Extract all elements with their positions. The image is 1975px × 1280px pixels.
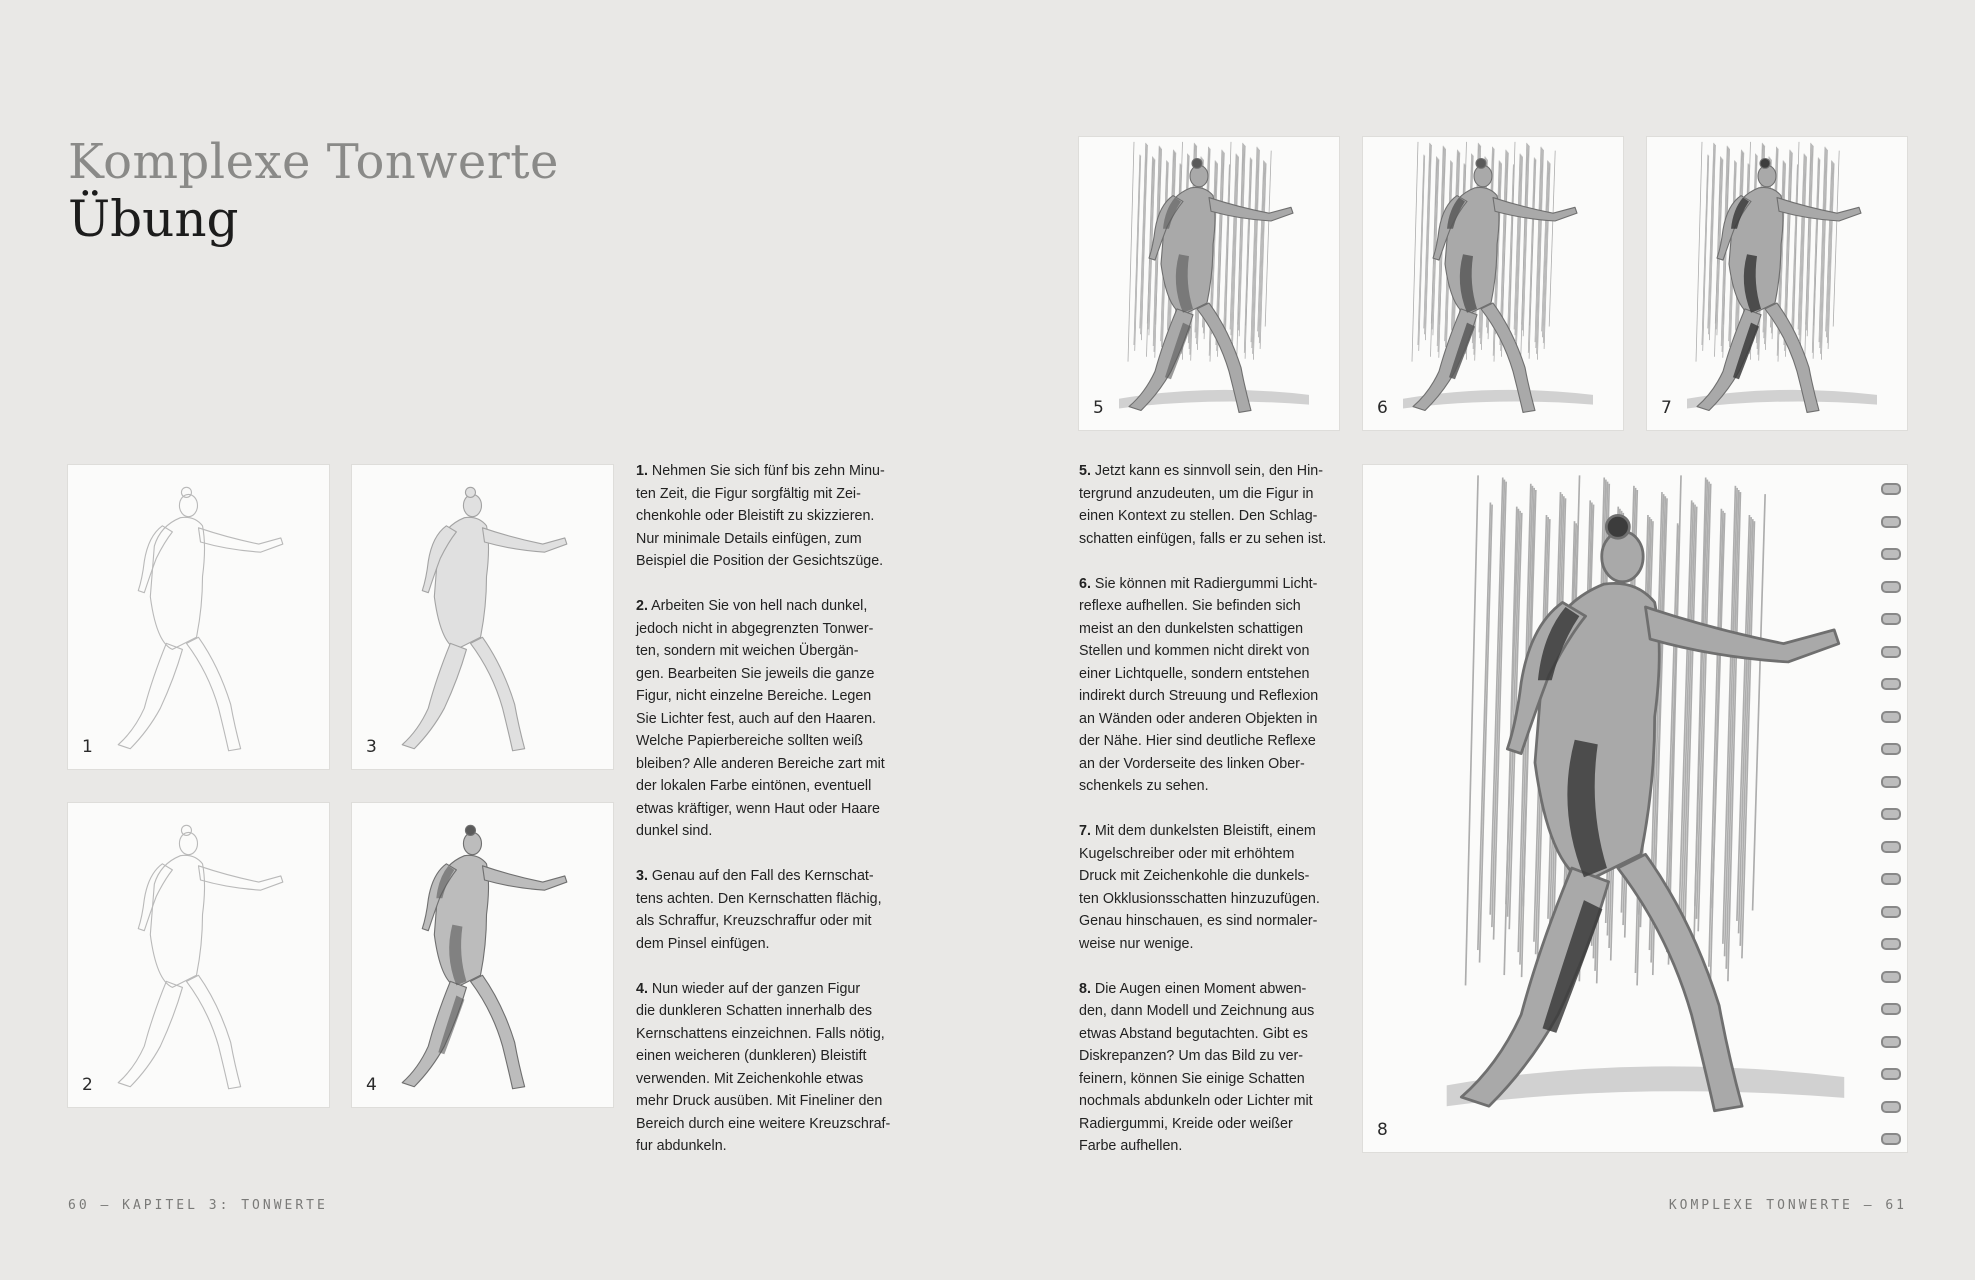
- spiral-ring: [1881, 1101, 1901, 1113]
- spiral-ring: [1881, 483, 1901, 495]
- panel-number: 4: [366, 1075, 377, 1095]
- spiral-ring: [1881, 678, 1901, 690]
- sketch-panel-1: [68, 465, 329, 769]
- spiral-ring: [1881, 841, 1901, 853]
- figure-sketch-2: [68, 803, 329, 1107]
- sketch-panel-4: [352, 803, 613, 1107]
- spiral-ring: [1881, 906, 1901, 918]
- spiral-ring: [1881, 1036, 1901, 1048]
- panel-number: 2: [82, 1075, 93, 1095]
- step-6: 6. Sie können mit Radiergummi Licht- reflexe aufhellen. Sie befinden sich meist an den dunkelsten schattigen Stellen und kommen nicht direkt von einer Lichtquelle, sondern entstehen indirekt durch Streuung und Reflexion an Wänden oder anderen Objekten in der Nähe. Hier sind deutliche Reflexe an der Vorderseite des linken Ober- schenkels zu sehen.: [1079, 575, 1319, 794]
- panel-number: 6: [1377, 398, 1388, 418]
- sketch-panel-2: [68, 803, 329, 1107]
- spiral-ring: [1881, 1133, 1901, 1145]
- page-title: Komplexe Tonwerte: [68, 134, 559, 190]
- sketch-panel-3: [352, 465, 613, 769]
- sketch-panel-7: [1647, 137, 1907, 430]
- panel-number: 3: [366, 737, 377, 757]
- step-2: 2. Arbeiten Sie von hell nach dunkel, jedoch nicht in abgegrenzten Tonwer- ten, sondern mit weichen Übergän- gen. Bearbeiten Sie jeweils die ganze Figur, nicht einzelne Bereiche. Legen Sie Lichter fest, auch auf den Haaren. Welche Papierbereiche sollten weiß bleiben? Alle anderen Bereiche zart mit der lokalen Farbe eintönen, eventuell etwas kräftiger, wenn Haut oder Haare dunkel sind.: [636, 598, 885, 839]
- sketch-panel-6: [1363, 137, 1623, 430]
- spiral-ring: [1881, 776, 1901, 788]
- footer-right: KOMPLEXE TONWERTE — 61: [1668, 1198, 1907, 1213]
- step-7: 7. Mit dem dunkelsten Bleistift, einem Kugelschreiber oder mit erhöhtem Druck mit Zeichenkohle die dunkels- ten Okklusionsschatten hinzuzufügen. Genau hinschauen, es sind normaler- weise nur wenige.: [1079, 823, 1320, 952]
- step-3: 3. Genau auf den Fall des Kernschat- tens achten. Den Kernschatten flächig, als Schraffur, Kreuzschraffur oder mit dem Pinsel einfügen.: [636, 868, 882, 952]
- panel-number: 5: [1093, 398, 1104, 418]
- figure-sketch-6: [1363, 137, 1623, 430]
- spiral-ring: [1881, 808, 1901, 820]
- step-4: 4. Nun wieder auf der ganzen Figur die dunkleren Schatten innerhalb des Kernschattens einzeichnen. Falls nötig, einen weicheren (dunkleren) Bleistift verwenden. Mit Zeichenkohle etwas mehr Druck ausüben. Mit Fineliner den Bereich durch eine weitere Kreuzschraf- fur abdunkeln.: [636, 980, 891, 1154]
- instructions-column-left: [636, 460, 916, 1180]
- step-1: 1. Nehmen Sie sich fünf bis zehn Minu- ten Zeit, die Figur sorgfältig mit Zei- chenkohle oder Bleistift zu skizzieren. Nur minimale Details einfügen, zum Beispiel die Position der Gesichtszüge.: [636, 463, 885, 569]
- step-5: 5. Jetzt kann es sinnvoll sein, den Hin- tergrund anzudeuten, um die Figur in einen Kontext zu stellen. Den Schlag- schatten einfügen, falls er zu sehen ist.: [1079, 463, 1327, 547]
- figure-sketch-5: [1079, 137, 1339, 430]
- spiral-ring: [1881, 548, 1901, 560]
- panel-number: 8: [1377, 1120, 1388, 1140]
- spiral-ring: [1881, 1068, 1901, 1080]
- spiral-ring: [1881, 613, 1901, 625]
- spiral-ring: [1881, 646, 1901, 658]
- figure-sketch-4: [352, 803, 613, 1107]
- sketch-panel-5: [1079, 137, 1339, 430]
- figure-sketch-1: [68, 465, 329, 769]
- spiral-ring: [1881, 873, 1901, 885]
- spiral-ring: [1881, 581, 1901, 593]
- spiral-ring: [1881, 516, 1901, 528]
- step-8: 8. Die Augen einen Moment abwen- den, dann Modell und Zeichnung aus etwas Abstand begutachten. Gibt es Diskrepanzen? Um das Bild zu ver- feinern, können Sie einige Schatten nochmals abdunkeln oder Lichter mit Radiergummi, Kreide oder weißer Farbe aufhellen.: [1079, 980, 1315, 1154]
- page-subtitle: Übung: [68, 190, 239, 248]
- panel-number: 7: [1661, 398, 1672, 418]
- figure-sketch-7: [1647, 137, 1907, 430]
- sketchbook-spiral-binding: [1881, 483, 1901, 1152]
- footer-left: 60 — KAPITEL 3: TONWERTE: [68, 1198, 328, 1213]
- spiral-ring: [1881, 711, 1901, 723]
- instructions-column-right: [1079, 460, 1344, 1180]
- spiral-ring: [1881, 743, 1901, 755]
- spiral-ring: [1881, 938, 1901, 950]
- spiral-ring: [1881, 971, 1901, 983]
- panel-number: 1: [82, 737, 93, 757]
- spiral-ring: [1881, 1003, 1901, 1015]
- figure-sketch-8: [1363, 465, 1907, 1152]
- figure-sketch-3: [352, 465, 613, 769]
- sketch-panel-8: [1363, 465, 1907, 1152]
